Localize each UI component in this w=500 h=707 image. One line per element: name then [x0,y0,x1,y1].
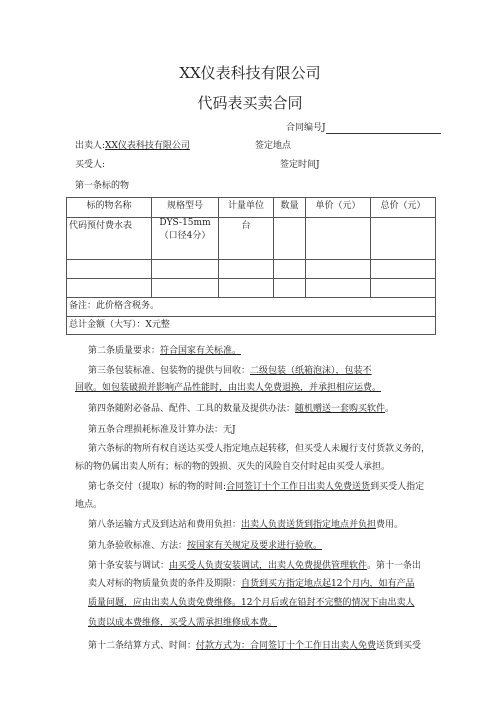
clause-text: 标的物仍属出卖人所有；标的物的毁损、灭失的风险自交付时起由买受人承担。 [75,462,391,472]
clause-text: 到买受人指定 [370,482,425,492]
clause-line [88,519,403,531]
contract-title: 代码表买卖合同 [197,94,303,112]
clause-line [88,578,414,590]
cell-price [306,218,371,260]
clause-line [88,540,322,552]
buyer-label: 买受人: [75,160,106,170]
clause-line [88,597,414,609]
header-total: 总价（元） [371,198,436,218]
clause-text: 第三条包装标准、包装物的提供与回收： [88,366,251,376]
header-name: 标的物名称 [67,198,152,218]
contract-number [286,122,441,134]
cell-qty [274,218,306,260]
clause-text: 第七条交付（提取）标的物的时间: [88,482,227,492]
clause-underlined-text: 回收。如包装破损并影响产品性能时，由出卖人免费退换，并承担相应运费。 [75,383,382,393]
clause-text: 。 [385,404,395,414]
clause-text: 第二条质量要求： [88,346,161,356]
cell-unit: 台 [219,218,274,260]
clause-text: 第六条标的物所有权自送达买受人指定地点起转移，但买受人未履行支付货款义务的， [88,444,431,454]
clause-underlined-text: 按国家有关规定及要求进行验收。 [187,541,323,551]
clause-line [75,382,381,394]
sign-time: 签定时间J [280,160,320,170]
clause-line [88,345,241,357]
seller-name: XX仪表科技有限公司 [105,141,190,151]
clause-line [88,443,430,455]
seller-row [75,140,190,152]
clause-text: 第十条安装与调试： [88,561,170,571]
clause-line [75,499,102,511]
contract-number-label: 合同编号J [286,123,326,133]
clause-line [88,560,421,572]
clause-underlined-text: 由买受人负责安装调试，出卖人免费提供管理软件 [169,561,368,571]
clause-text: 第十二条结算方式、时间： [88,641,197,651]
clause-line [88,640,421,652]
spec-caliber: （口径4分） [159,231,211,241]
table-total: 总计金额（大写）：X元整 [67,317,436,335]
table-row [67,279,436,298]
clause-text: 。第十一条出 [367,561,422,571]
clause-underlined-text: 二级包装（纸箱泡沫），包装不 [250,366,372,376]
clause-line [88,481,424,493]
clause-text: 第八条运输方式及到达站和费用负担： [88,520,242,530]
header-qty: 数量 [274,198,306,218]
goods-table [66,197,436,335]
clause-underlined-text: 负责以成本费维修，买受人需承担维修成本费。 [88,618,278,628]
clause-underlined-text: 出卖人负责送货到指定地点并负担 [241,520,377,530]
table-row [67,218,436,260]
clause-text: 送货到买受 [376,641,422,651]
company-title: XX仪表科技有限公司 [179,64,321,82]
clause-text: 第四条随附必备品、配件、工具的数量及提供办法： [88,404,296,414]
clause-line [88,365,372,377]
clause-line [88,403,394,415]
clause-text: 第九条验收标准、方法： [88,541,188,551]
header-unit: 计量单位 [219,198,274,218]
article-1: 第一条标的物 [75,181,130,191]
clause-line [88,617,277,629]
table-note-row [67,298,436,317]
clause-underlined-text: 随机赠送一套购买软件 [295,404,386,414]
clause-line [75,461,390,473]
header-spec: 规格型号 [152,198,219,218]
table-note: 备注：此价格含税务。 [67,298,436,317]
clause-text: 第五条合理损耗标准及计算办法：无J [88,425,236,435]
cell-spec [152,218,219,260]
clause-underlined-text: 质量问题，应由出卖人负责免费维修。12个月后或在铅封不完整的情况下由出卖人 [88,598,415,608]
cell-total [371,218,436,260]
clause-underlined-text: 合同签订十个工作日出卖人免费送货 [226,482,371,492]
clause-underlined-text: 自货到买方指定地点起12个月内，如有产品 [241,579,415,589]
clause-text: 卖人对标的物质量负责的条件及期限： [88,579,242,589]
header-price: 单价（元） [306,198,371,218]
clause-text: 费用。 [376,520,404,530]
clause-underlined-text: 付款方式为：合同签订十个工作日出卖人免费 [196,641,377,651]
table-row [67,260,436,279]
spec-model: DYS-15mm [159,218,211,228]
contract-number-line [326,124,441,134]
seller-label: 出卖人: [75,141,106,151]
table-header-row [67,198,436,218]
table-total-row [67,317,436,335]
cell-name: 代码预付费水表 [67,218,152,260]
clause-line [88,424,236,436]
clause-underlined-text: 符合国家有关标准。 [160,346,242,356]
sign-place: 签定地点 [255,141,292,151]
clause-text: 地点。 [75,500,103,510]
